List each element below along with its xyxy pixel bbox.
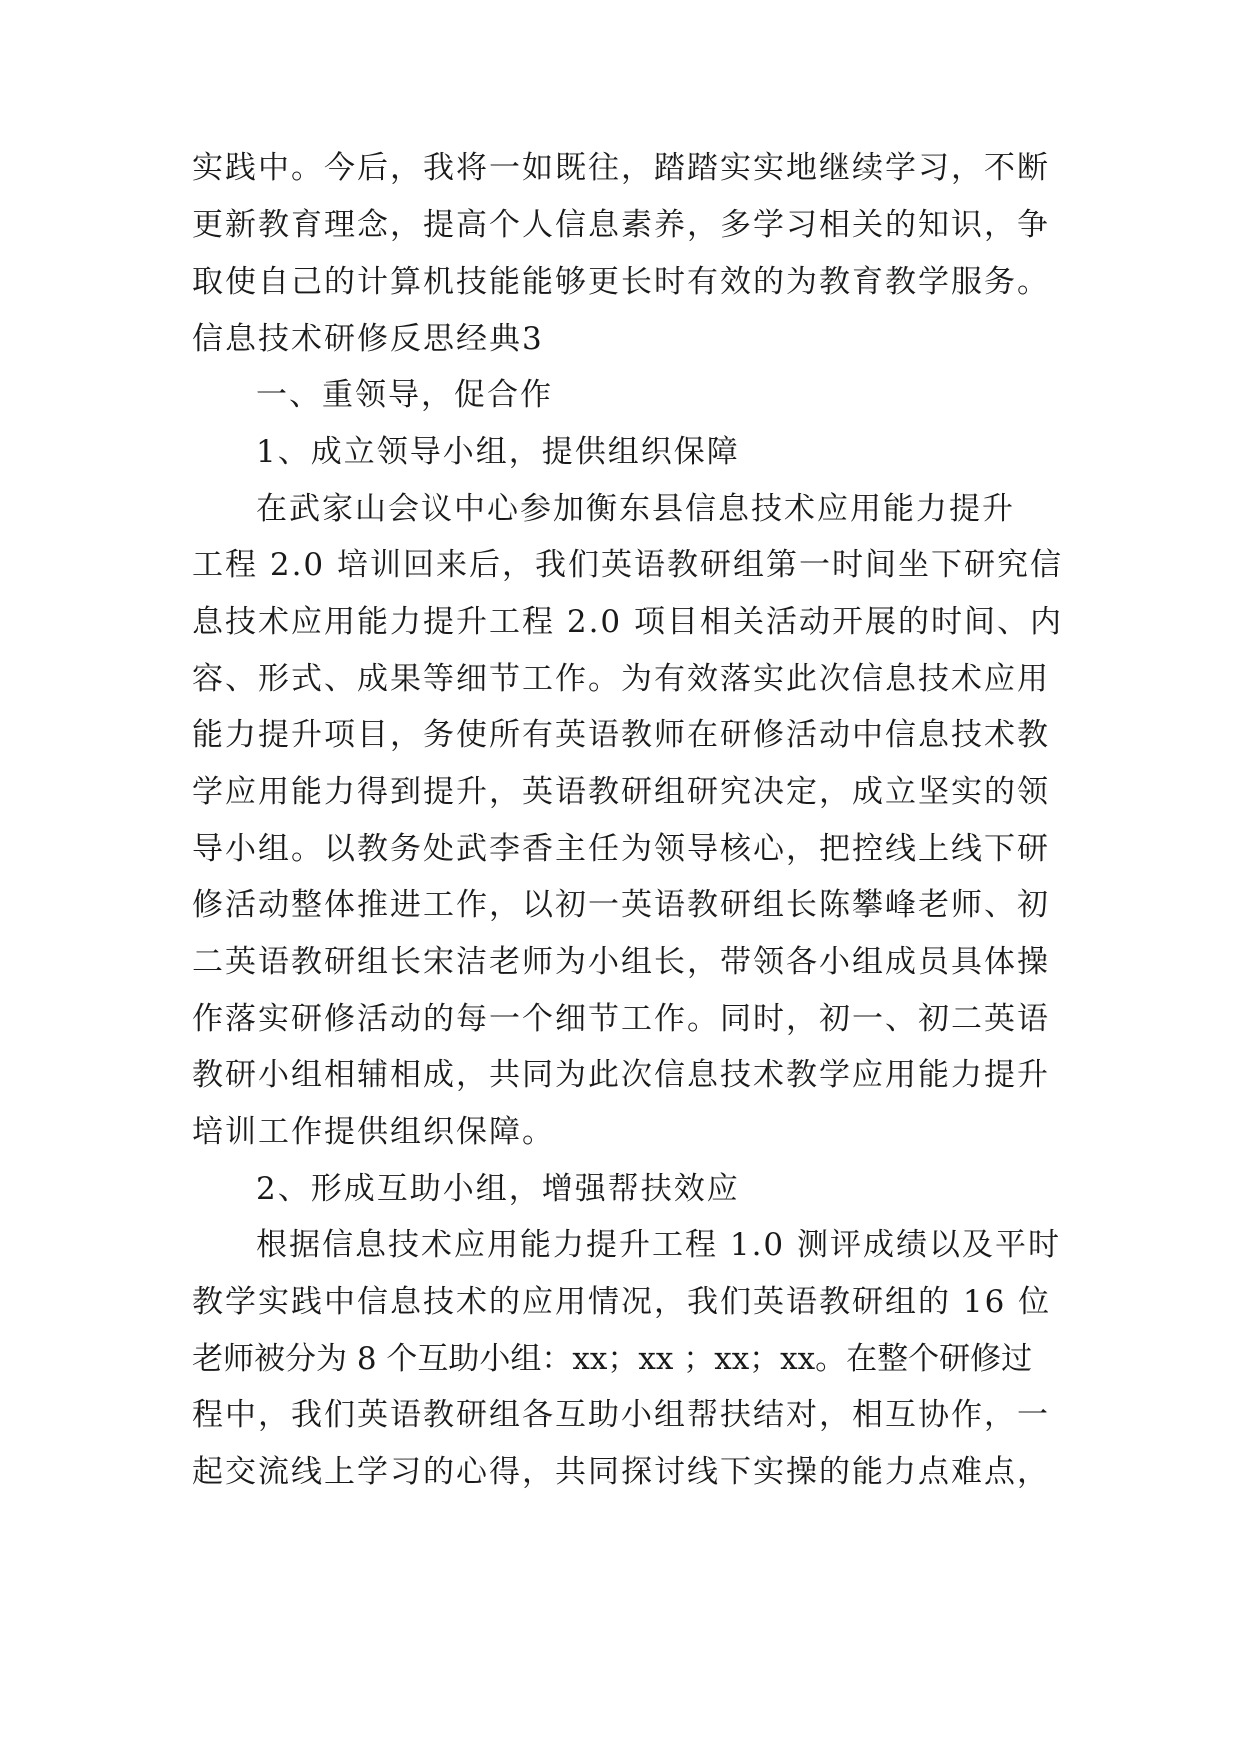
paragraph-line: 息技术应用能力提升工程 2.0 项目相关活动开展的时间、内 bbox=[192, 604, 1064, 640]
paragraph-line: 更新教育理念，提高个人信息素养，多学习相关的知识，争 bbox=[192, 207, 1050, 243]
paragraph-line: 工程 2.0 培训回来后，我们英语教研组第一时间坐下研究信 bbox=[192, 547, 1064, 583]
paragraph-line: 实践中。今后，我将一如既往，踏踏实实地继续学习，不断 bbox=[192, 150, 1050, 186]
section-heading: 信息技术研修反思经典3 bbox=[192, 321, 544, 357]
paragraph-line: 学应用能力得到提升，英语教研组研究决定，成立坚实的领 bbox=[192, 774, 1050, 810]
paragraph-line: 在武家山会议中心参加衡东县信息技术应用能力提升 bbox=[256, 491, 1015, 527]
paragraph-line: 教研小组相辅相成，共同为此次信息技术教学应用能力提升 bbox=[192, 1057, 1050, 1093]
subheading-level-2: 1、成立领导小组，提供组织保障 bbox=[256, 434, 740, 470]
paragraph-line: 二英语教研组长宋洁老师为小组长，带领各小组成员具体操 bbox=[192, 944, 1050, 980]
paragraph-line: 老师被分为 8 个互助小组：xx；xx ；xx；xx。在整个研修过 bbox=[192, 1341, 1033, 1377]
subheading-level-2: 2、形成互助小组，增强帮扶效应 bbox=[256, 1171, 740, 1207]
paragraph-line: 程中，我们英语教研组各互助小组帮扶结对，相互协作，一 bbox=[192, 1397, 1050, 1433]
paragraph-line: 起交流线上学习的心得，共同探讨线下实操的能力点难点， bbox=[192, 1454, 1050, 1490]
paragraph-line: 取使自己的计算机技能能够更长时有效的为教育教学服务。 bbox=[192, 264, 1050, 300]
paragraph-line: 修活动整体推进工作，以初一英语教研组长陈攀峰老师、初 bbox=[192, 887, 1050, 923]
subheading-level-1: 一、重领导，促合作 bbox=[256, 377, 553, 413]
paragraph-line: 导小组。以教务处武李香主任为领导核心，把控线上线下研 bbox=[192, 831, 1050, 867]
paragraph-line: 教学实践中信息技术的应用情况，我们英语教研组的 16 位 bbox=[192, 1284, 1052, 1320]
paragraph-line: 容、形式、成果等细节工作。为有效落实此次信息技术应用 bbox=[192, 661, 1050, 697]
paragraph-line: 作落实研修活动的每一个细节工作。同时，初一、初二英语 bbox=[192, 1001, 1050, 1037]
paragraph-line: 根据信息技术应用能力提升工程 1.0 测评成绩以及平时 bbox=[256, 1227, 1062, 1263]
paragraph-line: 能力提升项目，务使所有英语教师在研修活动中信息技术教 bbox=[192, 717, 1050, 753]
paragraph-line: 培训工作提供组织保障。 bbox=[192, 1114, 555, 1150]
